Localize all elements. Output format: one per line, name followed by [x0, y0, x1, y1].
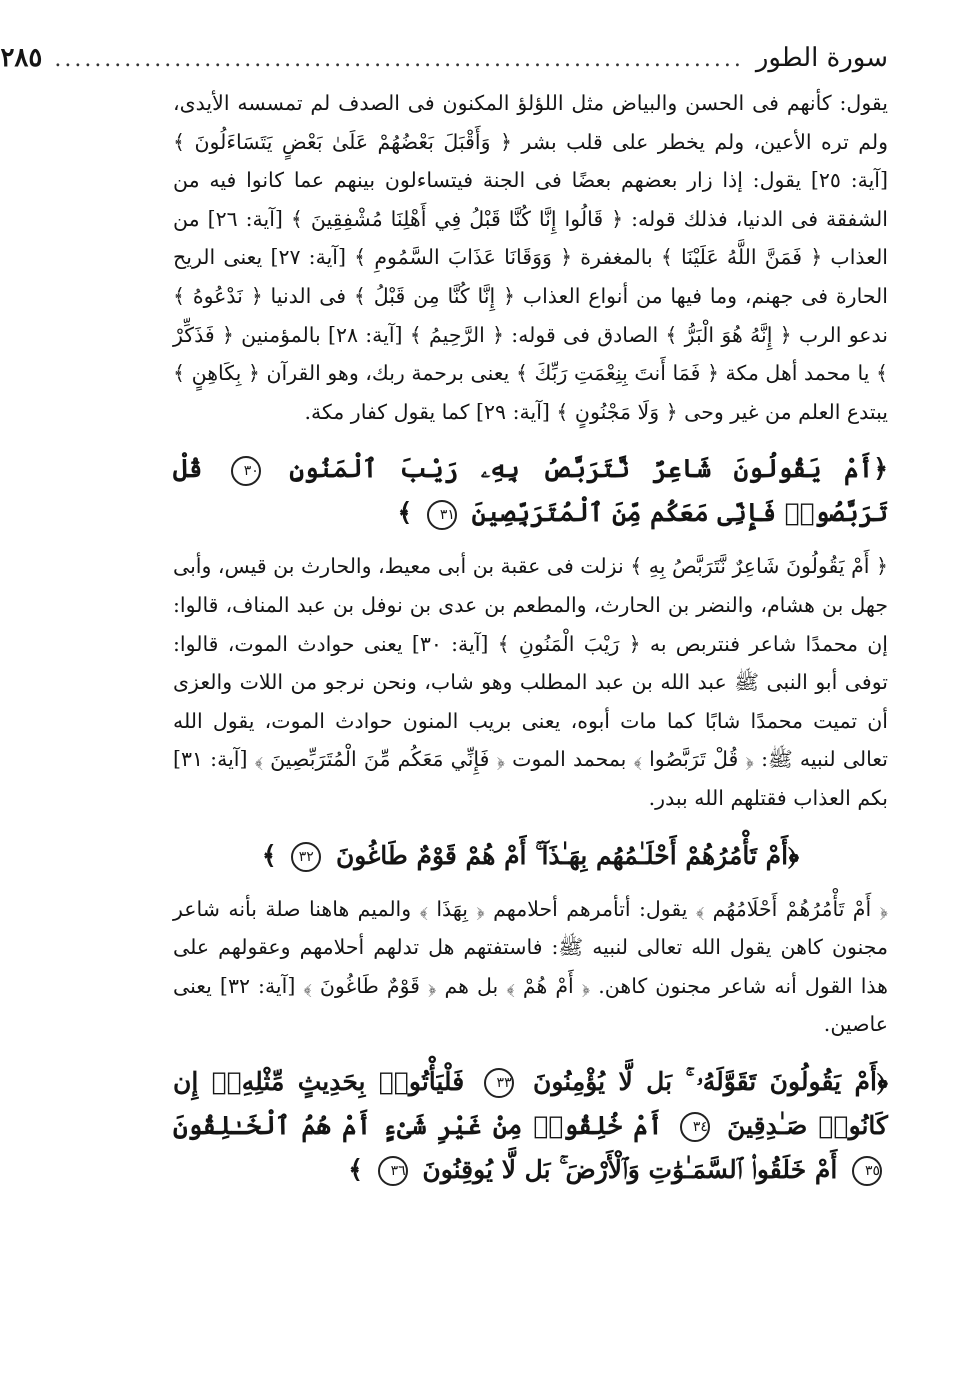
verse-text: ﴿أَمْ يَقُولُونَ شَاعِرٌ نَّتَرَبَّصُ بِهِۦ رَيْبَ ٱلْمَنُونِ: [289, 454, 888, 484]
verse-text: ﴿أَمْ تَأْمُرُهُمْ أَحْلَـٰمُهُم بِهَـٰذَآ ۚ أَمْ هُمْ قَوْمٌ طَاغُونَ: [335, 840, 800, 870]
verse-number-marker: ٣٢: [291, 842, 321, 872]
quran-verse-block-2: [173, 834, 888, 878]
quran-verse-block-1: [164, 447, 888, 535]
page-header: [0, 38, 888, 80]
verse-number-marker: ٣٠: [231, 456, 261, 486]
verse-text: أَمْ خُلِقُوا۟ مِنْ غَيْرِ شَىْءٍ أَمْ هُمُ ٱلْخَـٰلِقُونَ: [173, 1110, 663, 1140]
commentary-paragraph-3: ﴿ أَمْ تَأْمُرُهُمْ أَحْلَامُهُم ﴾ يقول: أتأمرهم أحلامهم ﴿ بِهَذَا ﴾ والميم هاهنا صلة بأنه شاعر مجنون كاهن يقول الله تعالى لنبيه ﷺ: فاستفتهم هل تدلهم أحلامهم وعقولهم على هذا القول أنه شاعر مجنون كاهن. ﴿ أَمْ هُمْ ﴾ بل هم ﴿ قَوْمٌ طَاغُونَ ﴾ [آية: ٣٢] يعنى عاصين.: [173, 896, 888, 1037]
verse-close-bracket: ﴾: [348, 1154, 363, 1184]
verse-text: أَمْ خَلَقُوا۟ ٱلسَّمَـٰوَٰتِ وَٱلْأَرْضَ ۚ بَل لَّا يُوقِنُونَ: [422, 1154, 838, 1184]
commentary-paragraph-2: ﴿ أَمْ يَقُولُونَ شَاعِرٌ نَّتَرَبَّصُ بِهِ ﴾ نزلت فى عقبة بن أبى معيط، والحارث بن قيس، وأبى جهل بن هشام، والنضر بن الحارث، والمطعم بن عدى بن نوفل بن عبد المناف، قالوا: إن محمدًا شاعر فنتربص به ﴿ رَيْبَ الْمَنُونِ ﴾ [آية: ٣٠] يعنى حوادث الموت، قالوا: توفى أبو النبى ﷺ عبد الله بن عبد المطلب وهو شاب، ونحن نرجو من اللات والعزى أن تميت محمدًا شابًا كما مات أبوه، يعنى بريب المنون حوادث الموت، يقول الله تعالى لنبيه ﷺ: ﴿ قُلْ تَرَبَّصُوا ﴾ بمحمد الموت ﴿ فَإِنِّي مَعَكُم مِّنَ الْمُتَرَبِّصِينَ ﴾ [آية: ٣١] بكم العذاب فقتلهم الله ببدر.: [173, 554, 888, 810]
verse-text: ﴿أَمْ يَقُولُونَ تَقَوَّلَهُۥ ۚ بَل لَّا يُؤْمِنُونَ: [533, 1066, 888, 1096]
leader-dots: .....................................................................: [54, 47, 744, 72]
verse-number-marker: ٣١: [427, 500, 457, 530]
surah-title: سورة الطور: [755, 43, 888, 73]
verse-number-marker: ٣٤: [680, 1112, 710, 1142]
verse-number-marker: ٣٦: [378, 1156, 408, 1186]
verse-number-marker: ٣٣: [484, 1068, 514, 1098]
verse-close-bracket: ﴾: [397, 498, 413, 528]
verse-number-marker: ٣٥: [852, 1156, 882, 1186]
quran-verse-block-3: [164, 1060, 888, 1192]
verse-close-bracket: ﴾: [261, 840, 277, 870]
verse-text: قُلْ تَرَبَّصُوا۟ فَإِنِّى مَعَكُم مِّنَ ٱلْمُتَرَبِّصِينَ: [164, 454, 888, 528]
page-number: ٢٨٥: [0, 43, 43, 73]
commentary-paragraph-1: يقول: كأنهم فى الحسن والبياض مثل اللؤلؤ المكنون فى الصدف لم تمسسه الأيدى، ولم تره الأعين، ولم يخطر على قلب بشر ﴿ وَأَقْبَلَ بَعْضُهُمْ عَلَىٰ بَعْضٍ يَتَسَاءَلُونَ ﴾ [آية: ٢٥] يقول: إذا زار بعضهم بعضًا فى الجنة فيتساءلون بينهم عما كانوا فيه من الشفقة فى الدنيا، فذلك قوله: ﴿ قَالُوا إِنَّا كُنَّا قَبْلُ فِي أَهْلِنَا مُشْفِقِينَ ﴾ [آية: ٢٦] من العذاب ﴿ فَمَنَّ اللَّهُ عَلَيْنَا ﴾ بالمغفرة ﴿ وَوَقَانَا عَذَابَ السَّمُومِ ﴾ [آية: ٢٧] يعنى الريح الحارة فى جهنم، وما فيها من أنواع العذاب ﴿ إِنَّا كُنَّا مِن قَبْلُ ﴾ فى الدنيا ﴿ نَدْعُوهُ ﴾ ندعو الرب ﴿ إِنَّهُ هُوَ الْبَرُّ ﴾ الصادق فى قوله: ﴿ الرَّحِيمُ ﴾ [آية: ٢٨] بالمؤمنين ﴿ فَذَكِّرْ ﴾ يا محمد أهل مكة ﴿ فَمَا أَنتَ بِنِعْمَتِ رَبِّكَ ﴾ يعنى برحمة ربك، وهو القرآن ﴿ بِكَاهِنٍ ﴾ يبتدع العلم من غير وحى ﴿ وَلَا مَجْنُونٍ ﴾ [آية: ٢٩] كما يقول كفار مكة.: [173, 91, 889, 424]
verse-text: فَلْيَأْتُوا۟ بِحَدِيثٍ مِّثْلِهِۦٓ إِن كَانُوا۟ صَـٰدِقِينَ: [164, 1066, 888, 1140]
